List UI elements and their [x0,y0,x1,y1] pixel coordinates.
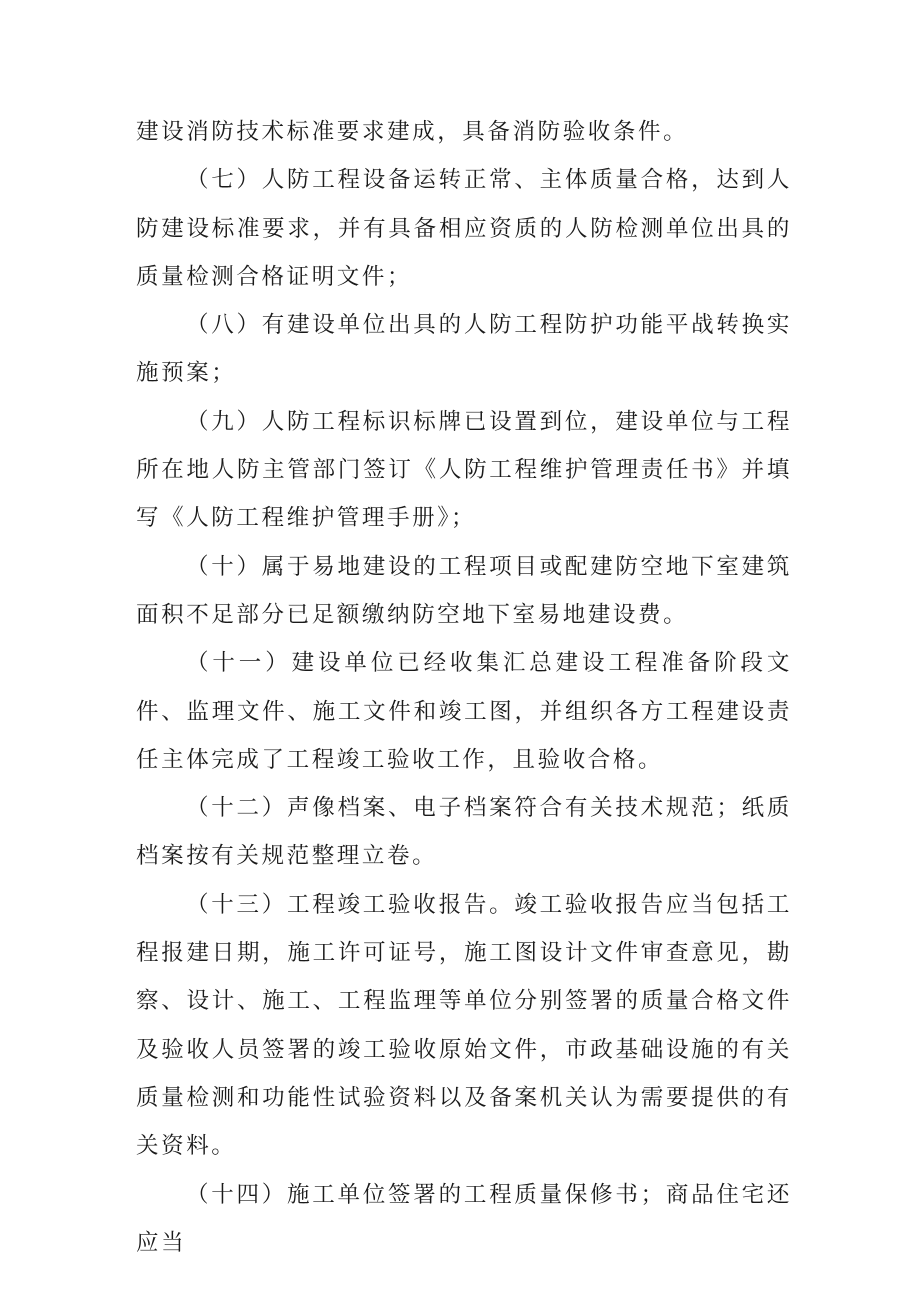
paragraph-item-8: （八）有建设单位出具的人防工程防护功能平战转换实施预案； [136,312,792,387]
paragraph-item-14: （十四）施工单位签署的工程质量保修书；商品住宅还应当 [136,1181,792,1256]
paragraph-item-11: （十一）建设单位已经收集汇总建设工程准备阶段文件、监理文件、施工文件和竣工图，并组织各方工程建设责任主体完成了工程竣工验收工作，且验收合格。 [136,650,792,773]
paragraph-item-13: （十三）工程竣工验收报告。竣工验收报告应当包括工程报建日期，施工许可证号，施工图设计文件审查意见，勘察、设计、施工、工程监理等单位分别签署的质量合格文件及验收人员签署的竣工验收原始文件，市政基础设施的有关质量检测和功能性试验资料以及备案机关认为需要提供的有关资料。 [136,891,792,1160]
paragraph-item-9: （九）人防工程标识标牌已设置到位，建设单位与工程所在地人防主管部门签订《人防工程维护管理责任书》并填写《人防工程维护管理手册》； [136,408,792,532]
paragraph-item-10: （十）属于易地建设的工程项目或配建防空地下室建筑面积不足部分已足额缴纳防空地下室易地建设费。 [136,553,792,628]
paragraph-item-7: （七）人防工程设备运转正常、主体质量合格，达到人防建设标准要求，并有具备相应资质的人防检测单位出具的质量检测合格证明文件； [136,167,792,290]
paragraph-item-12: （十二）声像档案、电子档案符合有关技术规范；纸质档案按有关规范整理立卷。 [136,795,792,870]
document-body [136,108,792,1267]
paragraph-continuation: 建设消防技术标准要求建成，具备消防验收条件。 [136,119,689,145]
